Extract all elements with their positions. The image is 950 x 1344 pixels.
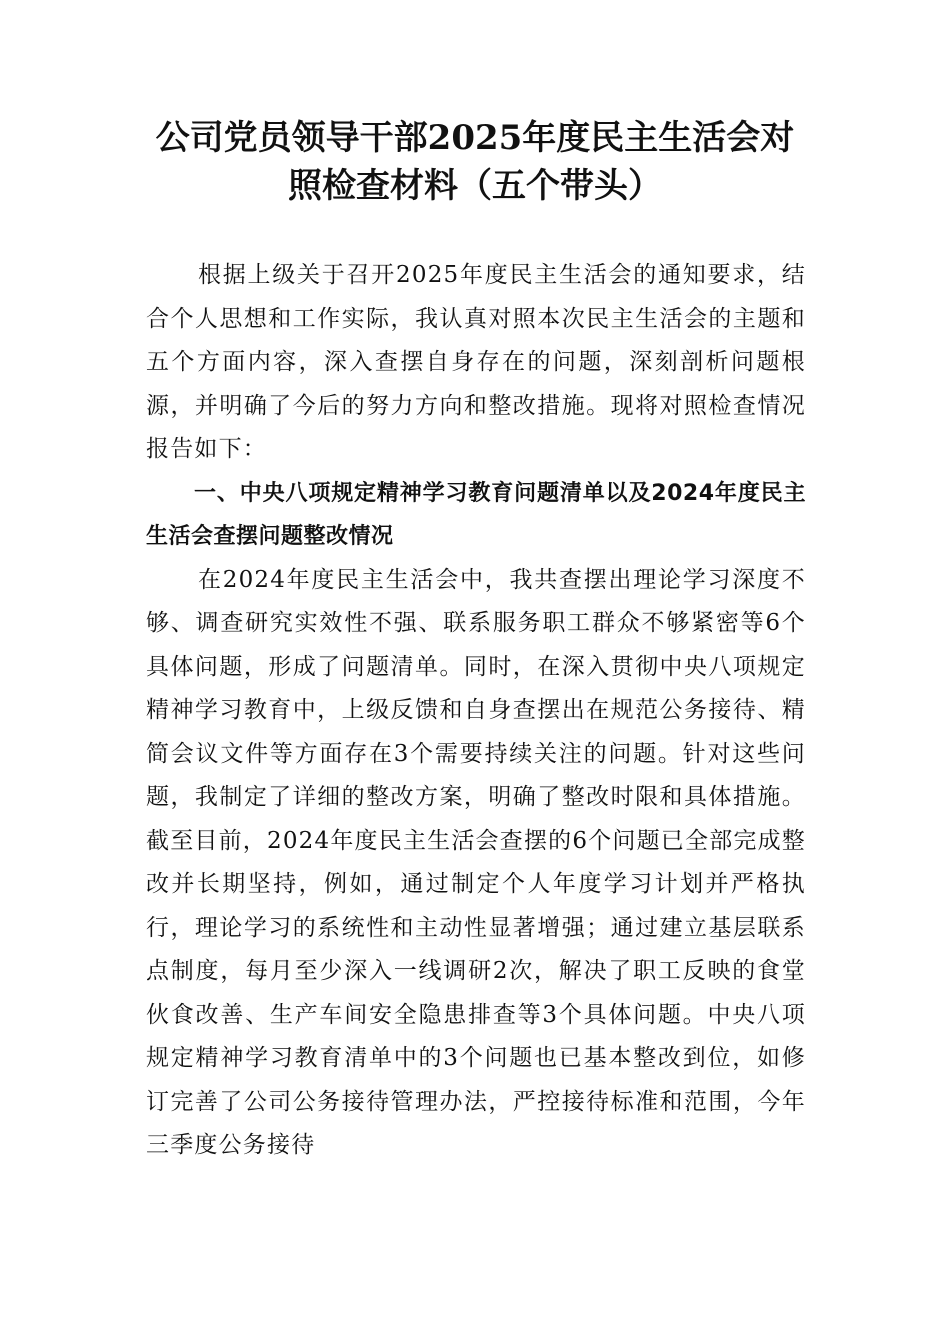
title-line-2: 照检查材料（五个带头） bbox=[288, 166, 662, 206]
section-1-paragraph: 在2024年度民主生活会中，我共查摆出理论学习深度不够、调查研究实效性不强、联系服务职工群众不够紧密等6个具体问题，形成了问题清单。同时，在深入贯彻中央八项规定精神学习教育中，上级反馈和自身查摆出在规范公务接待、精简会议文件等方面存在3个需要持续关注的问题。针对这些问题，我制定了详细的整改方案，明确了整改时限和具体措施。截至目前，2024年度民主生活会查摆的6个问题已全部完成整改并长期坚持，例如，通过制定个人年度学习计划并严格执行，理论学习的系统性和主动性显著增强；通过建立基层联系点制度，每月至少深入一线调研2次，解决了职工反映的食堂伙食改善、生产车间安全隐患排查等3个具体问题。中央八项规定精神学习教育清单中的3个问题也已基本整改到位，如修订完善了公司公务接待管理办法，严控接待标准和范围，今年三季度公务接待 bbox=[146, 566, 806, 1158]
section-1-heading: 一、中央八项规定精神学习教育问题清单以及2024年度民主生活会查摆问题整改情况 bbox=[146, 480, 806, 549]
document-body bbox=[146, 254, 806, 1168]
intro-paragraph: 根据上级关于召开2025年度民主生活会的通知要求，结合个人思想和工作实际，我认真对照本次民主生活会的主题和五个方面内容，深入查摆自身存在的问题，深刻剖析问题根源，并明确了今后的努力方向和整改措施。现将对照检查情况报告如下： bbox=[146, 262, 806, 462]
document-title bbox=[120, 114, 830, 210]
title-line-1: 公司党员领导干部2025年度民主生活会对 bbox=[155, 118, 795, 158]
